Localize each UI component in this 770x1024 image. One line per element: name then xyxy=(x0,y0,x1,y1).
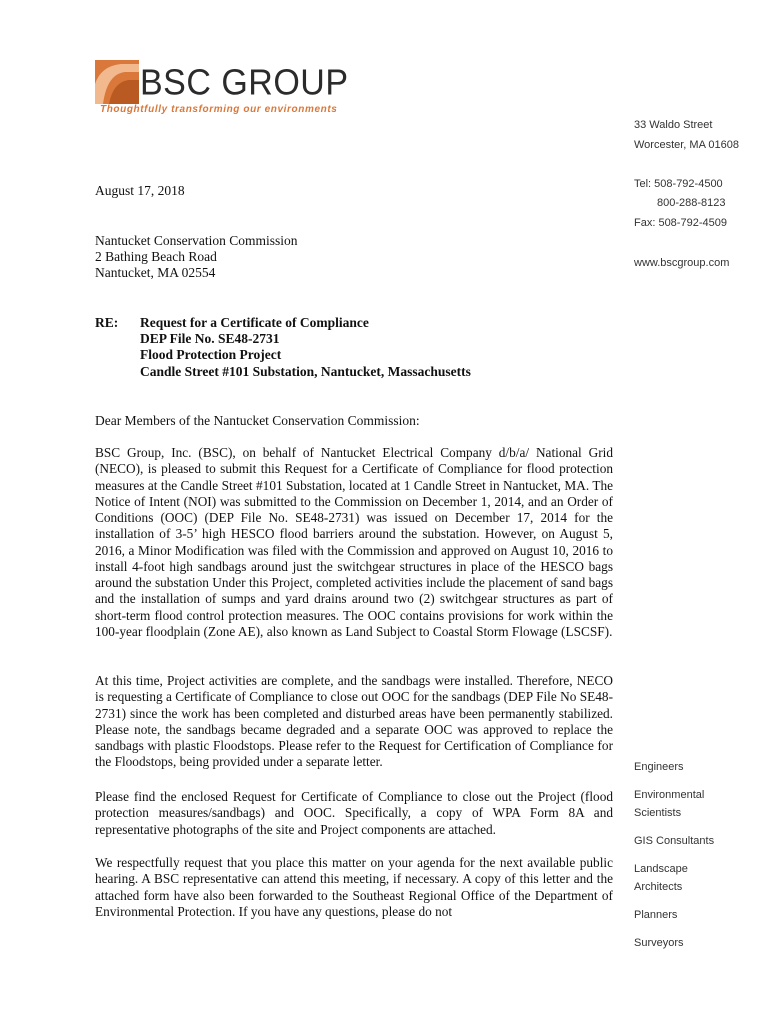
address-line-2: Worcester, MA 01608 xyxy=(634,139,739,151)
address-line-1: 33 Waldo Street xyxy=(634,119,713,131)
body-paragraph: BSC Group, Inc. (BSC), on behalf of Nantucket Electrical Company d/b/a/ National Grid (NECO), is pleased to submit this Request for a Certificate of Compliance for flood protection measures at the Candle Street #101 Substation, located at 1 Candle Street in Nantucket, MA. The Notice of Intent (NOI) was submitted to the Commission on December 1, 2014, and an Order of Conditions (OOC) (DEP File No. SE48-2731) was issued on December 17, 2014 for the installation of 3-5’ high HESCO flood barriers around the substation. However, on August 5, 2016, a Minor Modification was filed with the Commission and approved on August 10, 2016 to install 4-foot high sandbags around just the switchgear structures in place of the HESCO bags around the substation Under this Project, completed activities include the placement of sand bags and the installation of sumps and yard drains around two (2) switchgear structures as part of short-term flood control protection measures. The OOC contains provisions for work within the 100-year floodplain (Zone AE), also known as Land Subject to Coastal Storm Flowage (LSCSF). xyxy=(95,445,613,639)
bsc-logo-mark-icon xyxy=(95,60,139,104)
service-planners: Planners xyxy=(634,909,678,921)
recipient-line: Nantucket Conservation Commission xyxy=(95,233,298,248)
re-line: Candle Street #101 Substation, Nantucket, Massachusetts xyxy=(140,364,471,379)
letter-date: August 17, 2018 xyxy=(95,183,185,198)
service-landscape: Landscape xyxy=(634,863,688,875)
service-architects: Architects xyxy=(634,881,683,893)
fax: Fax: 508-792-4509 xyxy=(634,217,727,229)
service-scientists: Scientists xyxy=(634,807,682,819)
telephone-toll-free: 800-288-8123 xyxy=(657,197,726,209)
service-engineers: Engineers xyxy=(634,761,684,773)
website-link[interactable]: www.bscgroup.com xyxy=(634,257,730,269)
re-label: RE: xyxy=(95,315,119,330)
body-paragraph: At this time, Project activities are complete, and the sandbags were installed. Therefore, NECO is requesting a Certificate of Compliance to close out OOC for the sandbags (DEP File No SE48-2731) since the work has been completed and disturbed areas have been permanently stabilized. Please note, the sandbags became degraded and a separate OOC was approved to replace the sandbags with plastic Floodstops. Please refer to the Request for Certification of Compliance for the Floodstops, being provided under a separate letter. xyxy=(95,673,613,770)
re-line: DEP File No. SE48-2731 xyxy=(140,331,280,346)
recipient-line: Nantucket, MA 02554 xyxy=(95,265,216,280)
recipient-line: 2 Bathing Beach Road xyxy=(95,249,217,264)
service-surveyors: Surveyors xyxy=(634,937,684,949)
body-paragraph: Please find the enclosed Request for Certificate of Compliance to close out the Project (flood protection measures/sandbags) and OOC. Specifically, a copy of WPA Form 8A and representative photographs of the site and Project components are attached. xyxy=(95,789,613,837)
re-line: Flood Protection Project xyxy=(140,347,282,362)
body-paragraph: We respectfully request that you place this matter on your agenda for the next available public hearing. A BSC representative can attend this meeting, if necessary. A copy of this letter and the attached form have also been forwarded to the Southeast Regional Office of the Department of Environmental Protection. If you have any questions, please do not xyxy=(95,855,613,919)
re-line: Request for a Certificate of Compliance xyxy=(140,315,369,330)
service-environmental: Environmental xyxy=(634,789,705,801)
service-gis-consultants: GIS Consultants xyxy=(634,835,715,847)
salutation: Dear Members of the Nantucket Conservation Commission: xyxy=(95,413,420,428)
logo-name: BSC GROUP xyxy=(140,63,349,103)
telephone: Tel: 508-792-4500 xyxy=(634,178,723,190)
logo-tagline: Thoughtfully transforming our environments xyxy=(100,104,338,115)
